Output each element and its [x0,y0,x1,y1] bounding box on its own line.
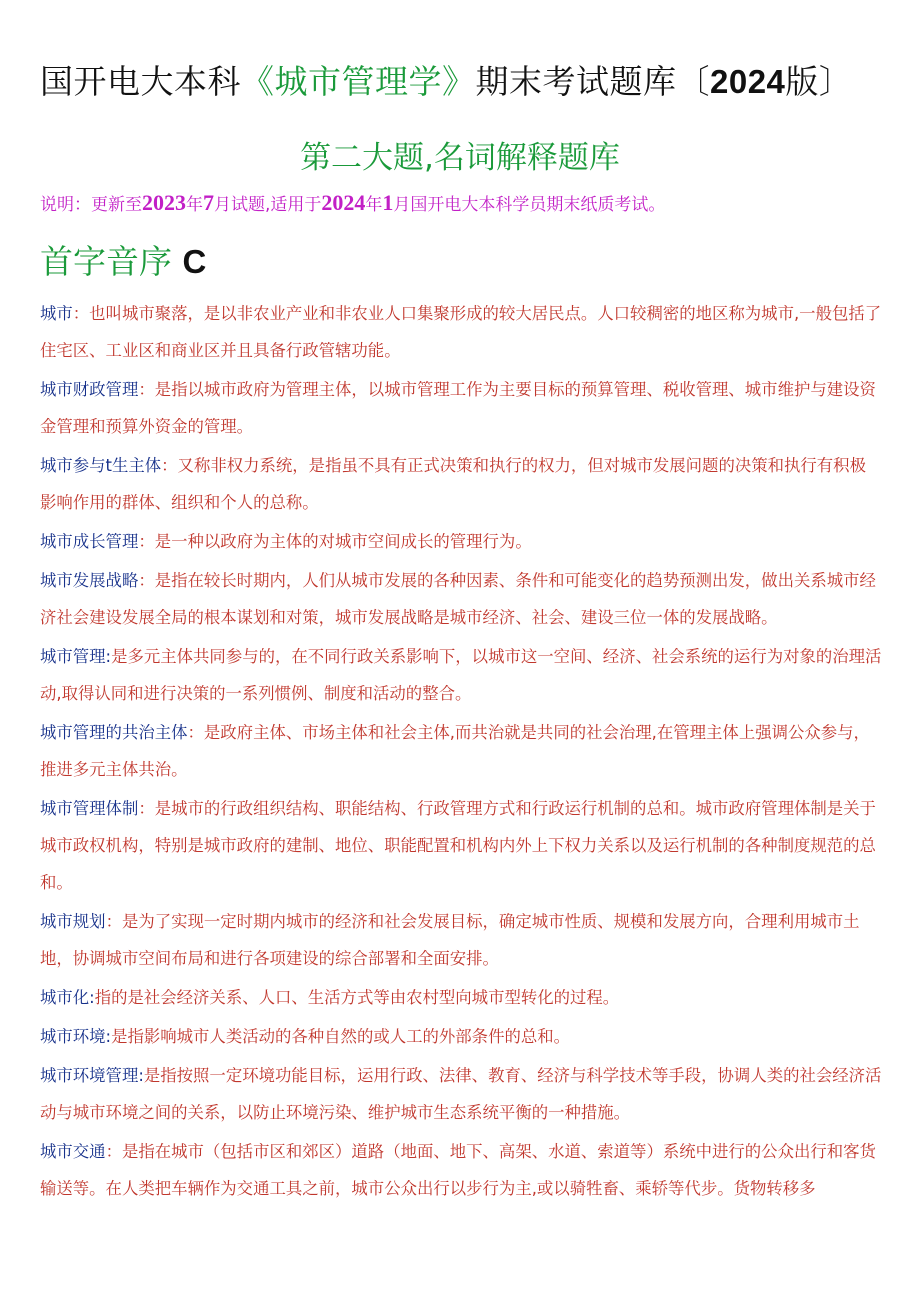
title-course-name: 《城市管理学》 [241,62,476,101]
entry-term: 城市交通 [40,1142,106,1161]
note-text: 年 [365,195,383,215]
glossary-entry [40,562,882,636]
section-label: 首字音序 [40,242,172,281]
entry-term: 城市管理体制 [40,799,139,818]
entry-definition: 是多元主体共同参与的，在不同行政关系影响下，以城市这一空间、经济、社会系统的运行为对象的治理活动,取得认同和进行决策的一系列惯例、制度和活动的整合。 [40,647,882,703]
glossary-entry [40,1133,882,1207]
title-suffix: 版〕 [785,62,853,101]
glossary-entry [40,903,882,977]
entry-definition: ：是指在城市（包括市区和郊区）道路（地面、地下、高架、水道、索道等）系统中进行的公众出行和客货输送等。在人类把车辆作为交通工具之前，城市公众出行以步行为主,或以骑牲畜、乘轿等代步。货物转移多 [40,1142,876,1198]
section-letter: C [182,243,207,280]
document-title [40,56,890,103]
entry-term: 城市管理的共治主体 [40,723,188,742]
glossary-entry [40,790,882,901]
glossary-entry [40,1018,882,1055]
entry-definition: ：是指在较长时期内，人们从城市发展的各种因素、条件和可能变化的趋势预测出发，做出关系城市经济社会建设发展全局的根本谋划和对策，城市发展战略是城市经济、社会、建设三位一体的发展战略。 [40,571,876,627]
entry-term: 城市 [40,304,73,323]
document-subtitle: 第二大题,名词解释题库 [300,140,620,176]
entry-term: 城市管理: [40,647,112,666]
glossary-entry [40,295,882,369]
note-number: 2023 [142,190,186,215]
glossary-entry [40,714,882,788]
entry-definition: ：是城市的行政组织结构、职能结构、行政管理方式和行政运行机制的总和。城市政府管理体制是关于城市政权机构，特别是城市政府的建制、地位、职能配置和机构内外上下权力关系以及运行机制的各种制度规范的总和。 [40,799,876,892]
entry-definition: ：也叫城市聚落，是以非农业产业和非农业人口集聚形成的较大居民点。人口较稠密的地区称为城市,一般包括了住宅区、工业区和商业区并且具备行政管辖功能。 [40,304,882,360]
entry-definition: ：是指以城市政府为管理主体，以城市管理工作为主要目标的预算管理、税收管理、城市维护与建设资金管理和预算外资金的管理。 [40,380,876,436]
entry-definition: 是指按照一定环境功能目标，运用行政、法律、教育、经济与科学技术等手段，协调人类的社会经济活动与城市环境之间的关系，以防止环境污染、维护城市生态系统平衡的一种措施。 [40,1066,882,1122]
note-number: 2024 [321,190,366,215]
entry-term: 城市环境: [40,1027,112,1046]
entry-term: 城市成长管理 [40,532,139,551]
glossary-entry [40,1057,882,1131]
title-year: 2024 [710,63,786,100]
entry-term: 城市发展战略 [40,571,139,590]
glossary-entry [40,979,882,1016]
entry-definition: ：是政府主体、市场主体和社会主体,而共治就是共同的社会治理,在管理主体上强调公众参与，推进多元主体共治。 [40,723,870,779]
entry-term: 城市规划 [40,912,106,931]
note-number: 7 [203,190,214,215]
title-prefix: 国开电大本科 [40,62,241,101]
glossary-entry [40,638,882,712]
title-middle: 期末考试题库〔 [475,62,710,101]
entry-term: 城市化: [40,988,95,1007]
entry-definition: 是指影响城市人类活动的各种自然的或人工的外部条件的总和。 [111,1027,571,1046]
section-heading [40,236,206,283]
glossary-entry [40,523,882,560]
glossary-list [40,295,882,1209]
entry-term: 城市环境管理: [40,1066,144,1085]
note-text: 年 [186,195,203,215]
glossary-entry [40,371,882,445]
entry-definition: 指的是社会经济关系、人口、生活方式等由农村型向城市型转化的过程。 [94,988,620,1007]
entry-definition: ：是为了实现一定时期内城市的经济和社会发展目标，确定城市性质、规模和发展方向，合理利用城市土地，协调城市空间布局和进行各项建设的综合部署和全面安排。 [40,912,860,968]
entry-term: 城市参与t生主体 [40,456,162,475]
update-note [40,190,665,216]
entry-definition: ：又称非权力系统，是指虽不具有正式决策和执行的权力，但对城市发展问题的决策和执行有积极影响作用的群体、组织和个人的总称。 [40,456,866,512]
note-number: 1 [382,190,394,215]
note-text: 说明：更新至 [40,195,142,215]
glossary-entry [40,447,882,521]
entry-term: 城市财政管理 [40,380,139,399]
note-text: 月试题,适用于 [214,195,322,215]
note-text: 月国开电大本科学员期末纸质考试。 [393,195,666,215]
entry-definition: ：是一种以政府为主体的对城市空间成长的管理行为。 [138,532,532,551]
